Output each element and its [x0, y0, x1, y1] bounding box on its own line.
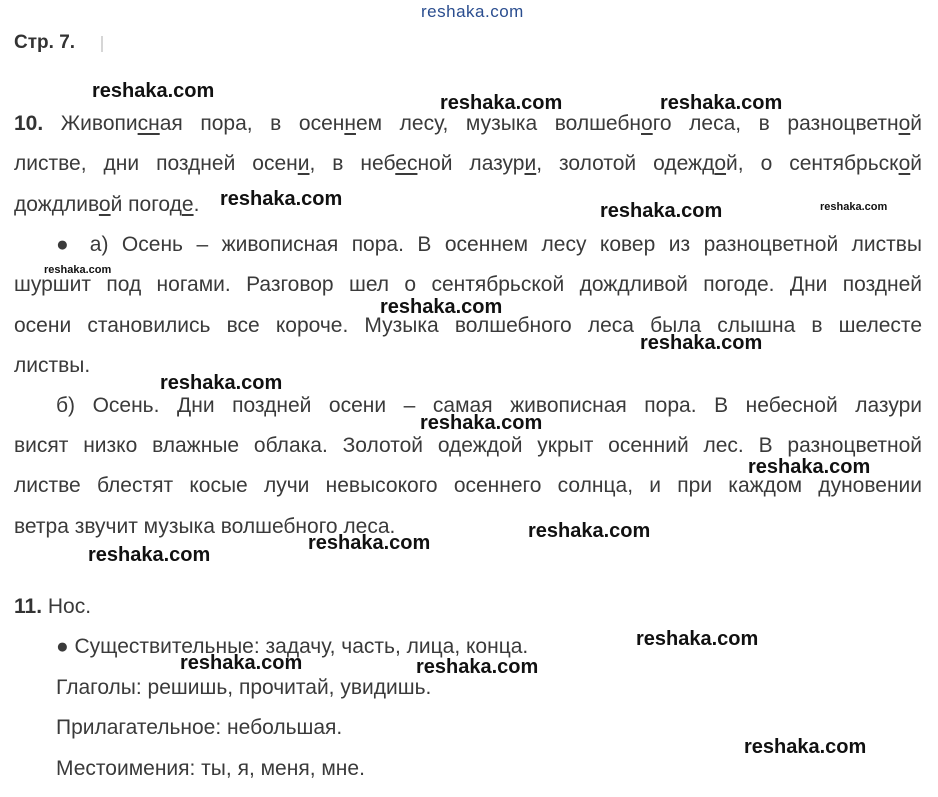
watermark: reshaka.com: [308, 532, 431, 554]
watermark: reshaka.com: [440, 92, 563, 114]
ex10-a-line-4: листвы.: [14, 354, 91, 377]
ex11-number: 11.: [14, 595, 43, 618]
watermark: reshaka.com: [44, 264, 112, 276]
text-segment: й: [910, 112, 922, 135]
watermark: reshaka.com: [636, 628, 759, 650]
watermark: reshaka.com: [92, 80, 215, 102]
watermark: reshaka.com: [380, 296, 503, 318]
underlined-letters: сн: [137, 112, 160, 135]
watermark: reshaka.com: [180, 652, 303, 674]
ex10-a-line-2: шуршит под ногами. Разговор шел о сентябрьской дождливой погоде. Дни поздней: [14, 273, 922, 296]
ex10-b-line-3: листве блестят косые лучи невысокого осеннего солнца, и при каждом дуновении: [14, 474, 922, 497]
ex11-adjective: Прилагательное: небольшая.: [56, 716, 343, 739]
text-segment: Живопи: [60, 112, 138, 135]
text-segment: ной лазур: [417, 152, 525, 175]
text-segment: ая пора, в осен: [159, 112, 345, 135]
ex11-nouns: ● Существительные: задачу, часть, лица, конца.: [56, 635, 529, 658]
text-segment: го леса, в разноцветн: [652, 112, 899, 135]
underlined-letters: о: [898, 112, 911, 135]
underlined-letters: о: [898, 152, 911, 175]
watermark: reshaka.com: [160, 372, 283, 394]
page-label: Стр. 7.: [14, 32, 76, 53]
watermark: reshaka.com: [748, 456, 871, 478]
underlined-letters: н: [344, 112, 356, 135]
text-segment: , золотой одежд: [536, 152, 715, 175]
ex10-a-line-1: ● а) Осень – живописная пора. В осеннем лесу ковер из разноцветной листвы: [56, 233, 922, 256]
ex11-title: Нос.: [47, 595, 92, 618]
watermark: reshaka.com: [660, 92, 783, 114]
watermark: reshaka.com: [420, 412, 543, 434]
watermark: reshaka.com: [528, 520, 651, 542]
ex10-line-2: [14, 151, 922, 177]
page-marker: [101, 36, 103, 52]
ex10-b-line-2: висят низко влажные облака. Золотой одеждой укрыт осенний лес. В разноцветной: [14, 434, 922, 457]
ex10-line-1-text: [61, 112, 922, 135]
ex10-b-line-4: ветра звучит музыка волшебного леса.: [14, 515, 396, 538]
text-segment: й погод: [110, 193, 182, 216]
watermark: reshaka.com: [640, 332, 763, 354]
text-segment: , в неб: [309, 152, 396, 175]
watermark: reshaka.com: [88, 544, 211, 566]
ex11-title-line: [14, 594, 922, 620]
underlined-letters: и: [297, 152, 310, 175]
text-segment: й, о сентябрьск: [726, 152, 899, 175]
ex10-a-line-3: осени становились все короче. Музыка волшебного леса была слышна в шелесте: [14, 314, 922, 337]
ex11-verbs: Глаголы: решишь, прочитай, увидишь.: [56, 676, 432, 699]
ex10-line-3: [14, 192, 922, 218]
text-segment: ем лесу, музыка волшебн: [355, 112, 642, 135]
underlined-letters: е: [181, 193, 194, 216]
watermark: reshaka.com: [416, 656, 539, 678]
text-segment: .: [193, 193, 200, 216]
text-segment: дождлив: [14, 193, 99, 216]
underlined-letters: и: [524, 152, 537, 175]
underlined-letters: о: [641, 112, 653, 135]
ex11-pronouns: Местоимения: ты, я, меня, мне.: [56, 757, 365, 780]
ex10-number: 10.: [14, 112, 44, 135]
underlined-letters: о: [98, 193, 111, 216]
text-segment: й: [910, 152, 922, 175]
watermark: reshaka.com: [820, 201, 888, 213]
underlined-letters: ес: [395, 152, 418, 175]
site-header-watermark: reshaka.com: [421, 2, 524, 21]
ex10-b-line-1: б) Осень. Дни поздней осени – самая живописная пора. В небесной лазури: [56, 394, 922, 417]
watermark: reshaka.com: [600, 200, 723, 222]
watermark: reshaka.com: [744, 736, 867, 758]
underlined-letters: о: [714, 152, 727, 175]
watermark: reshaka.com: [220, 188, 343, 210]
text-segment: листве, дни поздней осен: [14, 152, 298, 175]
